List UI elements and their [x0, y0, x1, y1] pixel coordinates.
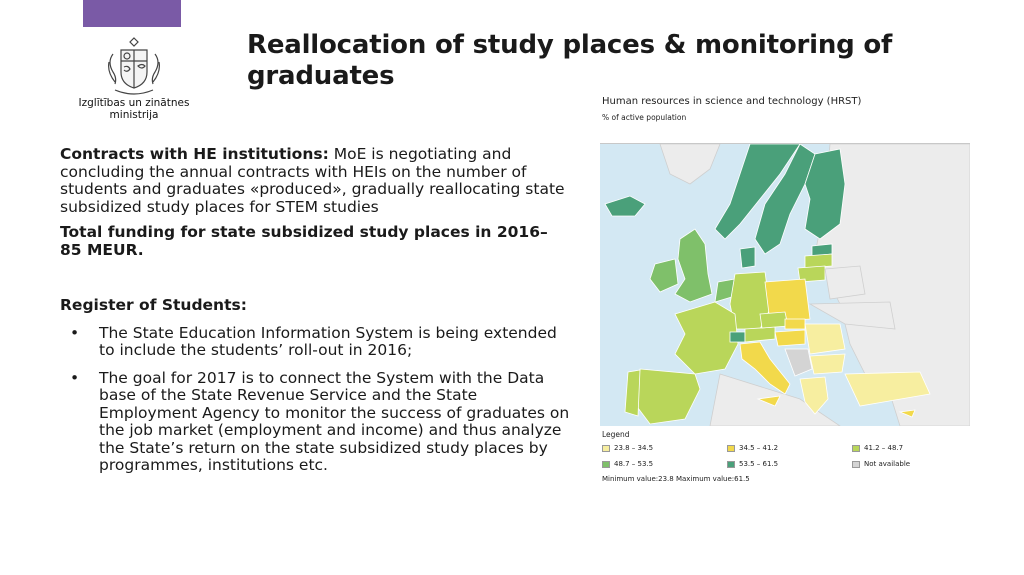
contracts-text: MoE is negotiating and concluding the annual contracts with HEIs on the number of students and graduates «produced», gradually reallocating state subsidized study places for STEM studies — [60, 145, 565, 216]
list-item-text: The State Education Information System is being extended to include the students’ roll-out in 2016; — [99, 323, 557, 359]
legend-label: Not available — [864, 460, 911, 468]
register-heading: Register of Students: — [60, 296, 247, 314]
bullet-icon: • — [70, 323, 80, 342]
legend-item — [602, 444, 727, 452]
legend-minmax: Minimum value:23.8 Maximum value:61.5 — [602, 475, 750, 483]
coat-of-arms-icon — [105, 34, 163, 96]
legend-label: 34.5 – 41.2 — [739, 444, 779, 452]
bullet-icon: • — [70, 368, 80, 387]
ministry-logo — [75, 34, 193, 124]
europe-map-image — [600, 144, 970, 426]
legend-swatch — [602, 445, 610, 452]
legend-grid — [602, 444, 972, 468]
logo-text-line1: Izglītības un zinātnes — [78, 97, 190, 109]
accent-bar — [83, 0, 181, 27]
funding-paragraph: Total funding for state subsidized study places in 2016– 85 MEUR. — [60, 223, 548, 259]
map-title: Human resources in science and technology (HRST) — [602, 96, 862, 107]
legend-swatch — [727, 461, 735, 468]
legend-swatch — [852, 461, 860, 468]
list-item — [60, 325, 570, 360]
legend-item — [852, 460, 972, 468]
legend-label: 23.8 – 34.5 — [614, 444, 654, 452]
logo-text-line2: ministrija — [109, 109, 159, 121]
legend-label: 53.5 – 61.5 — [739, 460, 779, 468]
legend-title: Legend — [602, 430, 630, 439]
legend-swatch — [602, 461, 610, 468]
legend-label: 41.2 – 48.7 — [864, 444, 904, 452]
page-title: Reallocation of study places & monitoring of graduates — [247, 30, 893, 91]
europe-map — [600, 143, 970, 426]
contracts-paragraph — [60, 146, 570, 216]
map-subtitle: % of active population — [602, 113, 687, 122]
legend-item — [852, 444, 972, 452]
list-item-text: The goal for 2017 is to connect the System with the Data base of the State Revenue Service and the State Employment Agency to monitor the success of graduates on the job market (employment and income) and thus analyze the State’s return on the state subsidized study places by programmes, institutions etc. — [99, 368, 570, 474]
legend-item — [727, 460, 852, 468]
legend-label: 48.7 – 53.5 — [614, 460, 654, 468]
list-item — [60, 370, 570, 475]
legend-item — [727, 444, 852, 452]
legend-swatch — [852, 445, 860, 452]
legend-swatch — [727, 445, 735, 452]
map-legend — [602, 430, 972, 483]
body-text — [60, 146, 570, 485]
register-list — [60, 325, 570, 475]
legend-item — [602, 460, 727, 468]
contracts-heading: Contracts with HE institutions: — [60, 145, 329, 163]
